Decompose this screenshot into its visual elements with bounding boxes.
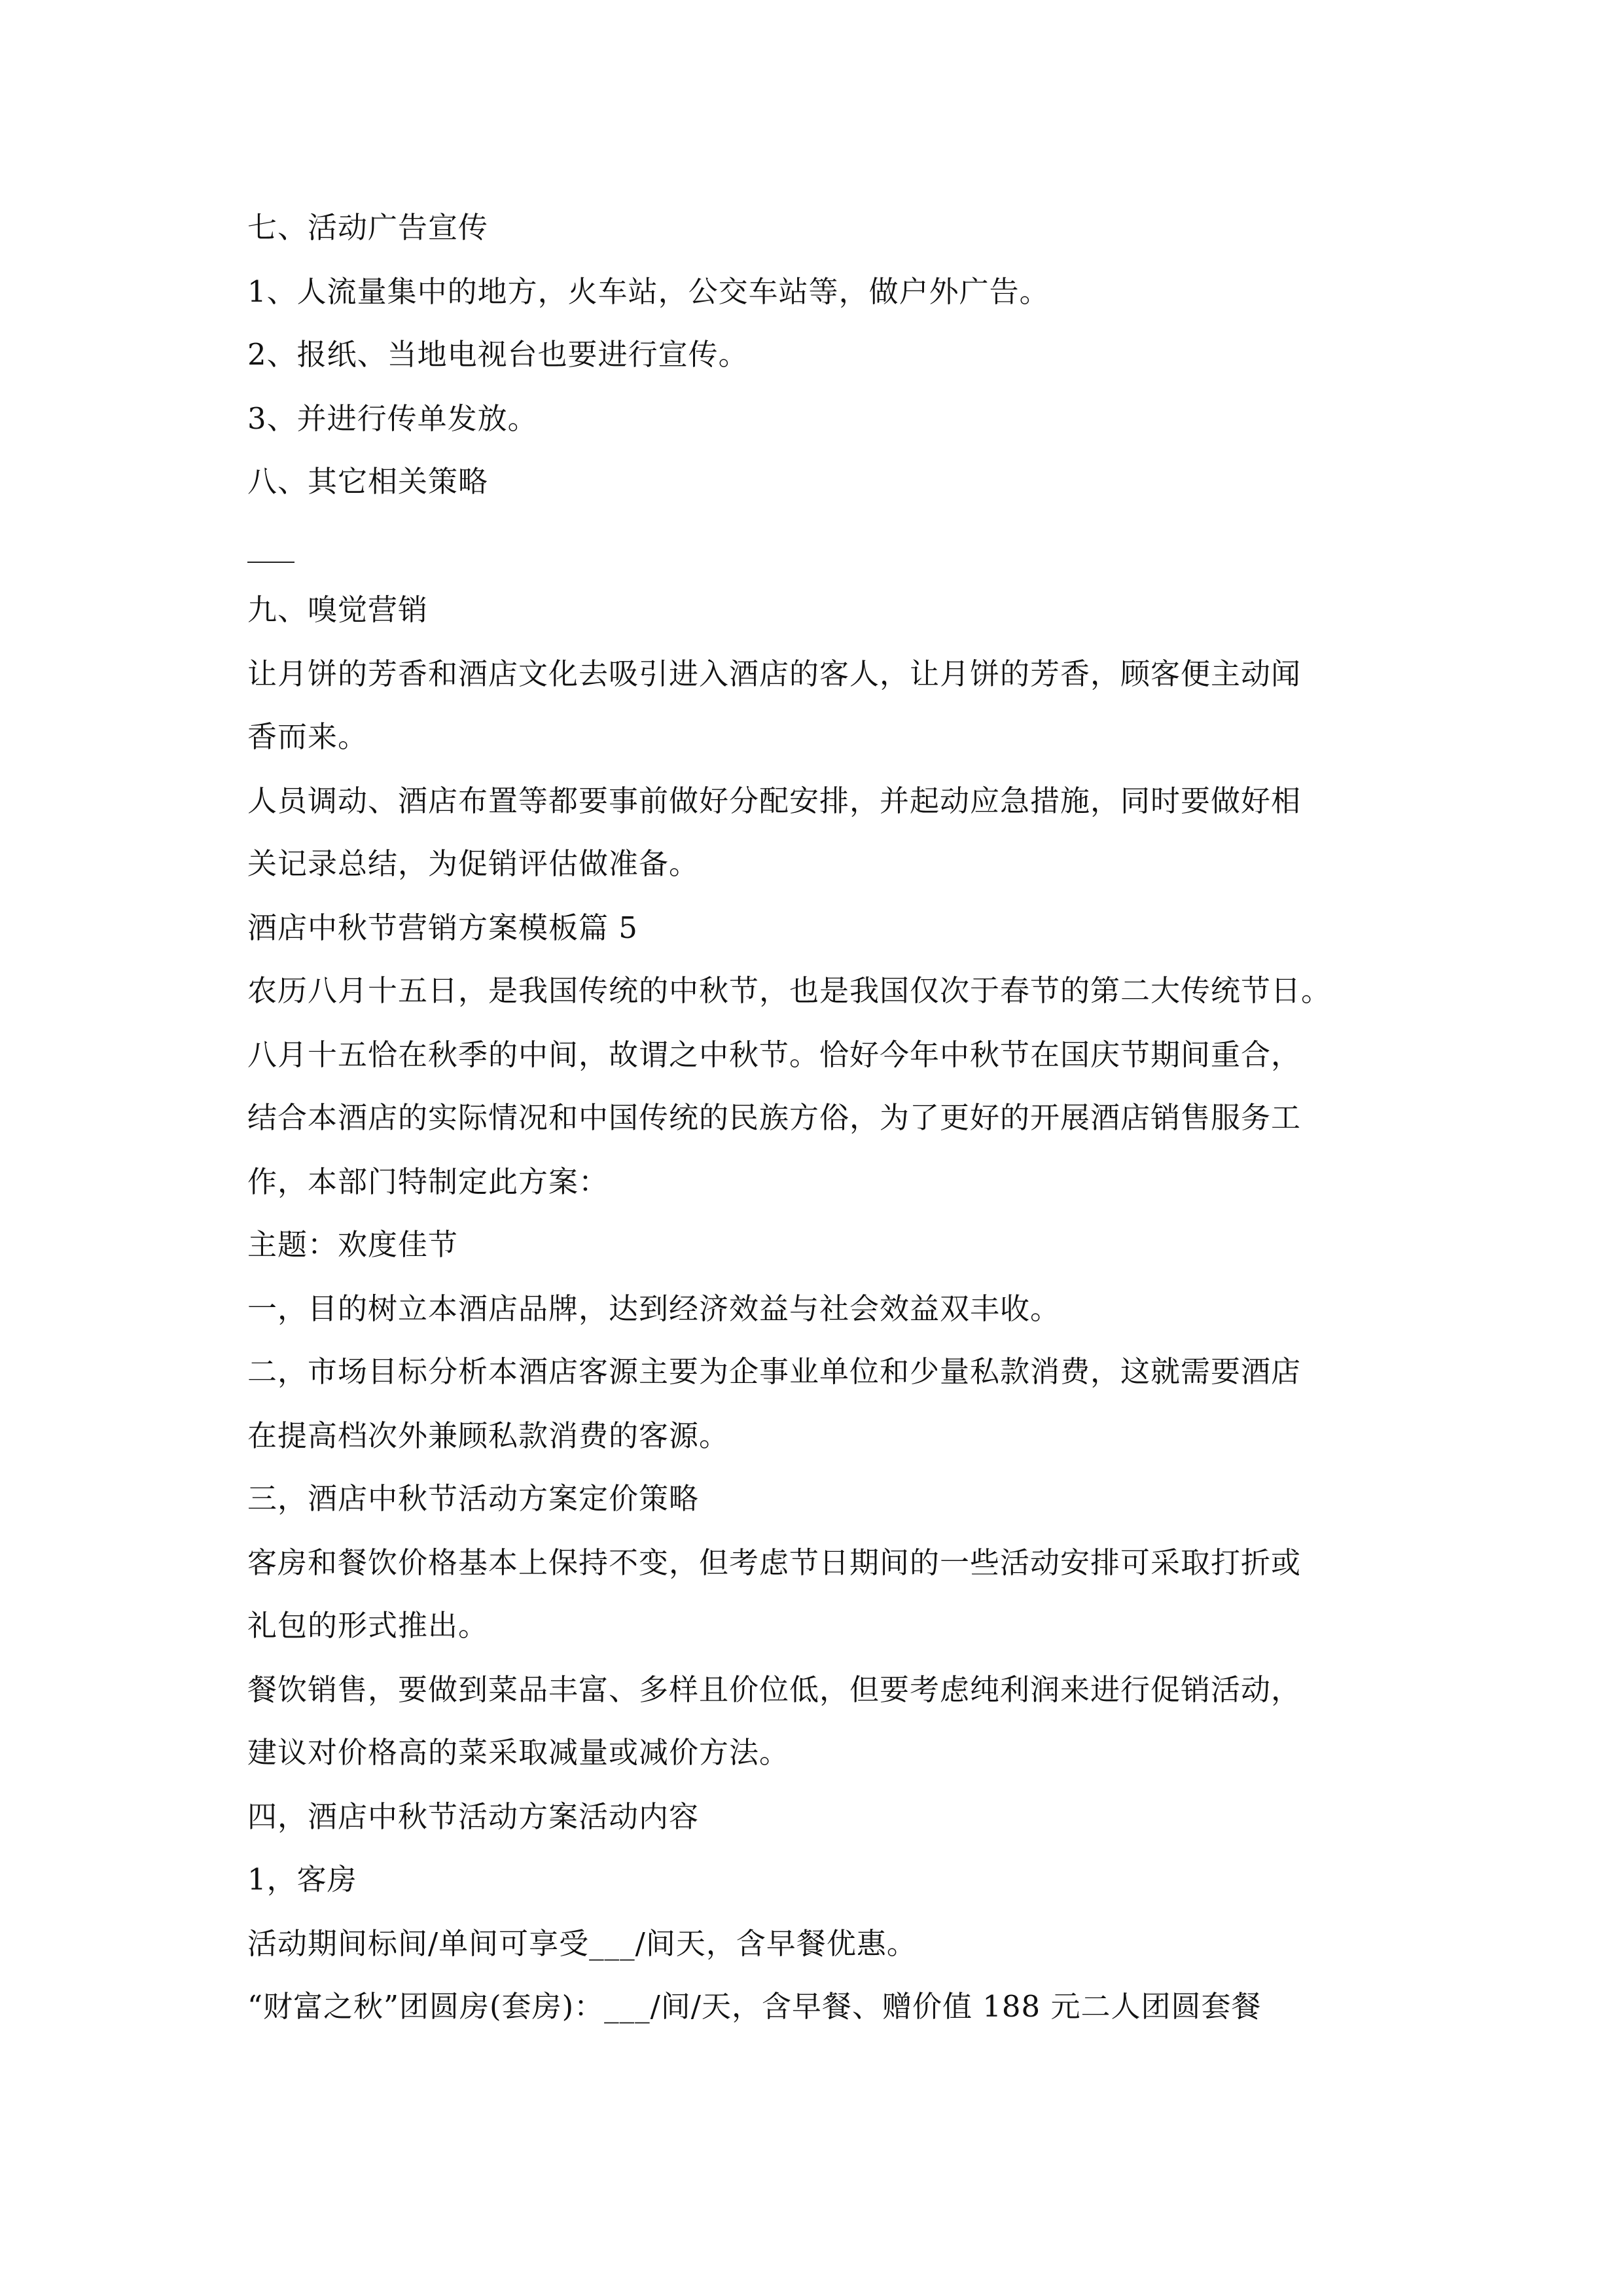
paragraph-line: “财富之秋”团圆房(套房)：___/间/天，含早餐、赠价值 188 元二人团圆套餐 <box>247 1989 1262 2024</box>
paragraph-line: 关记录总结，为促销评估做准备。 <box>247 846 700 881</box>
paragraph-line: 礼包的形式推出。 <box>247 1608 489 1643</box>
paragraph-line: 一，目的树立本酒店品牌，达到经济效益与社会效益双丰收。 <box>247 1291 1061 1326</box>
short-rule <box>247 562 294 563</box>
paragraph-line: 活动期间标间/单间可享受___/间天，含早餐优惠。 <box>247 1926 917 1961</box>
section-title: 酒店中秋节营销方案模板篇 5 <box>247 910 638 945</box>
paragraph-line: 香而来。 <box>247 719 368 754</box>
paragraph-line: 客房和餐饮价格基本上保持不变，但考虑节日期间的一些活动安排可采取打折或 <box>247 1545 1302 1580</box>
list-item-rooms: 1，客房 <box>247 1862 357 1897</box>
paragraph-line: 二，市场目标分析本酒店客源主要为企事业单位和少量私款消费，这就需要酒店 <box>247 1354 1302 1389</box>
list-item-2: 2、报纸、当地电视台也要进行宣传。 <box>247 337 749 372</box>
list-item-3: 3、并进行传单发放。 <box>247 401 538 436</box>
paragraph-line: 作，本部门特制定此方案： <box>247 1164 609 1199</box>
paragraph-line: 农历八月十五日，是我国传统的中秋节，也是我国仅次于春节的第二大传统节日。 <box>247 973 1332 1008</box>
paragraph-line: 让月饼的芳香和酒店文化去吸引进入酒店的客人，让月饼的芳香，顾客便主动闻 <box>247 656 1302 691</box>
heading-9-olfactory-marketing: 九、嗅觉营销 <box>247 592 429 627</box>
paragraph-line: 人员调动、酒店布置等都要事前做好分配安排，并起动应急措施，同时要做好相 <box>247 783 1302 818</box>
paragraph-line: 建议对价格高的菜采取减量或减价方法。 <box>247 1735 790 1770</box>
paragraph-line: 在提高档次外兼顾私款消费的客源。 <box>247 1418 730 1453</box>
paragraph-line: 餐饮销售，要做到菜品丰富、多样且价位低，但要考虑纯利润来进行促销活动， <box>247 1672 1302 1707</box>
heading-8-other-strategies: 八、其它相关策略 <box>247 464 489 499</box>
list-item-1: 1、人流量集中的地方，火车站，公交车站等，做户外广告。 <box>247 274 1050 309</box>
theme-line: 主题：欢度佳节 <box>247 1227 459 1262</box>
paragraph-line: 结合本酒店的实际情况和中国传统的民族方俗，为了更好的开展酒店销售服务工 <box>247 1100 1302 1135</box>
paragraph-line: 八月十五恰在秋季的中间，故谓之中秋节。恰好今年中秋节在国庆节期间重合， <box>247 1037 1302 1072</box>
heading-activity-content: 四，酒店中秋节活动方案活动内容 <box>247 1799 700 1834</box>
heading-7-ad-promotion: 七、活动广告宣传 <box>247 210 489 245</box>
heading-pricing-strategy: 三，酒店中秋节活动方案定价策略 <box>247 1481 700 1516</box>
